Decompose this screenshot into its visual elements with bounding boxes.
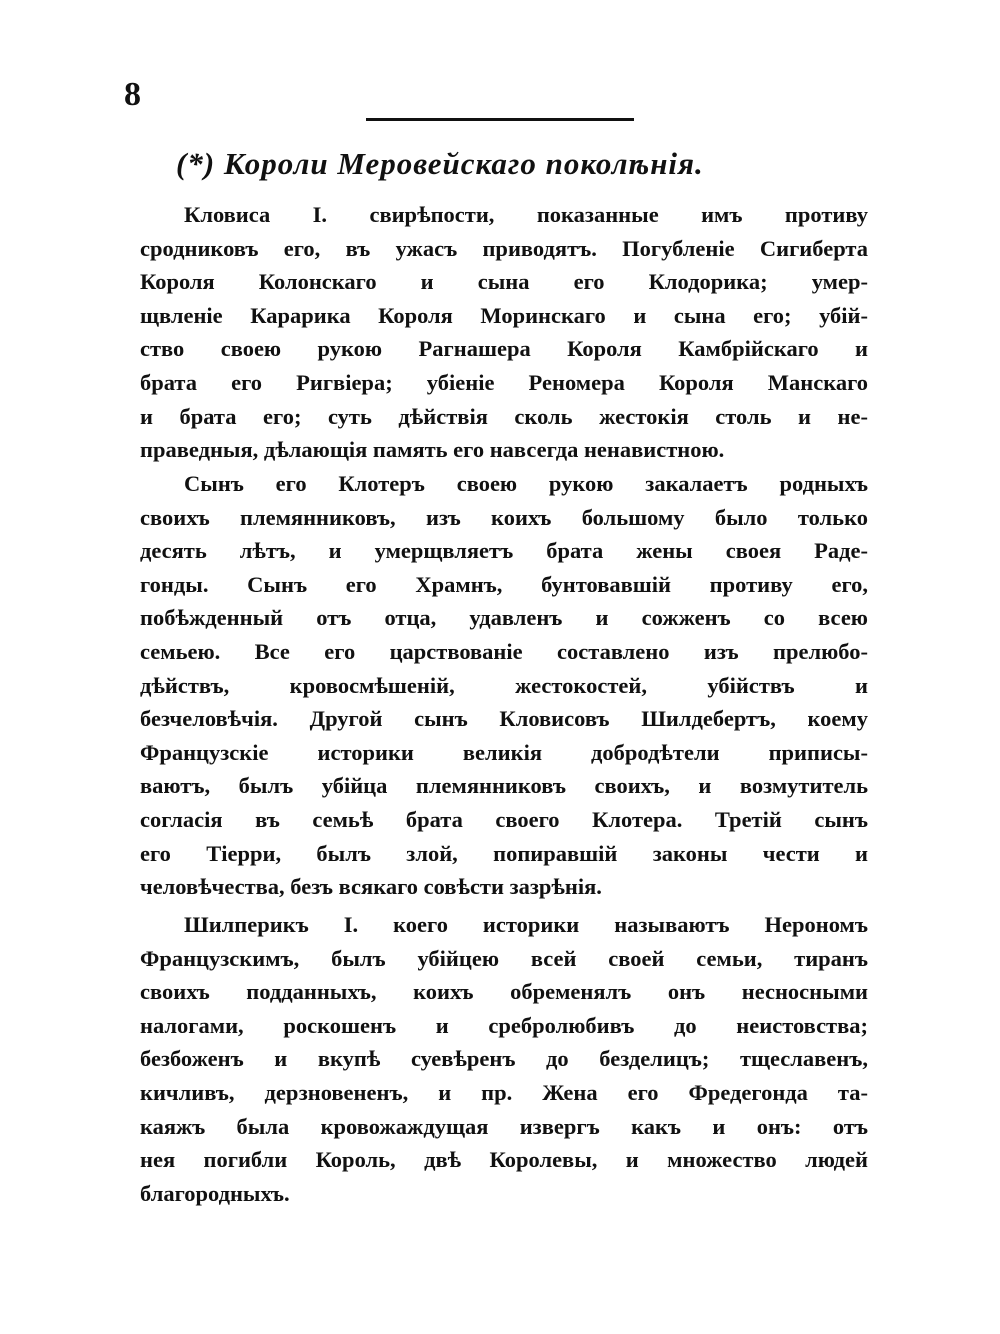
- paragraph: [140, 908, 868, 1210]
- text-line: своихъ подданныхъ, коихъ обременялъ онъ несносными: [140, 979, 868, 1005]
- text-line: благородныхъ.: [140, 1180, 290, 1206]
- header-rule: [366, 118, 634, 121]
- text-line: безбоженъ и вкупѣ суевѣренъ до безделицъ; тщеславенъ,: [140, 1046, 868, 1072]
- paragraph: [140, 467, 868, 904]
- text-line: гонды. Сынъ его Храмнъ, бунтовавшій противу его,: [140, 571, 868, 597]
- text-line: побѣжденный отъ отца, удавленъ и сожженъ со всею: [140, 605, 868, 631]
- text-line: брата его Ригвіера; убіеніе Реномера Короля Манскаго: [140, 369, 868, 395]
- text-line: налогами, роскошенъ и сребролюбивъ до неистовства;: [140, 1012, 868, 1038]
- text-line: ваютъ, былъ убійца племянниковъ своихъ, и возмутитель: [140, 773, 868, 799]
- text-line: семьею. Все его царствованіе составлено изъ прелюбо-: [140, 638, 868, 664]
- text-line: дѣйствъ, кровосмѣшеній, жестокостей, убійствъ и: [140, 672, 868, 698]
- text-line: безчеловѣчія. Другой сынъ Кловисовъ Шилдебертъ, коему: [140, 706, 868, 732]
- text-line: нея погибли Король, двѣ Королевы, и множество людей: [140, 1147, 868, 1173]
- text-line: и брата его; суть дѣйствія сколь жестокія столь и не-: [140, 403, 868, 429]
- text-line: праведныя, дѣлающія память его навсегда ненавистною.: [140, 437, 725, 463]
- section-heading: (*) Короли Меровейскаго поколѣнія.: [176, 146, 704, 181]
- text-line: Шилперикъ I. коего историки называютъ Нерономъ: [184, 912, 868, 937]
- text-line: его Тіерри, былъ злой, попиравшій законы чести и: [140, 840, 868, 866]
- text-line: ство своею рукою Рагнашера Короля Камбрійскаго и: [140, 336, 868, 362]
- paragraph: [140, 198, 868, 467]
- text-line: своихъ племянниковъ, изъ коихъ большому было только: [140, 504, 868, 530]
- text-line: сродниковъ его, въ ужасъ приводятъ. Погубленіе Сигиберта: [140, 235, 868, 261]
- text-line: человѣчества, безъ всякаго совѣсти зазрѣнія.: [140, 874, 602, 900]
- text-line: Французскимъ, былъ убійцею всей своей семьи, тиранъ: [140, 945, 868, 971]
- text-line: Кловиса I. свирѣпости, показанные имъ противу: [184, 202, 868, 227]
- text-line: кичливъ, дерзновененъ, и пр. Жена его Фредегонда та-: [140, 1079, 868, 1105]
- text-line: Короля Колонскаго и сына его Клодорика; умер-: [140, 269, 868, 295]
- page-number: 8: [124, 76, 141, 113]
- text-line: десять лѣтъ, и умерщвляетъ брата жены своея Раде-: [140, 538, 868, 564]
- text-line: Сынъ его Клотеръ своею рукою закалаетъ родныхъ: [184, 471, 868, 496]
- text-line: щвленіе Карарика Короля Моринскаго и сына его; убій-: [140, 302, 868, 328]
- text-line: каяжъ была кровожаждущая извергъ какъ и онъ: отъ: [140, 1113, 868, 1139]
- text-line: Французскіе историки великія добродѣтели приписы-: [140, 739, 868, 765]
- text-line: согласія въ семьѣ брата своего Клотера. Третій сынъ: [140, 806, 868, 832]
